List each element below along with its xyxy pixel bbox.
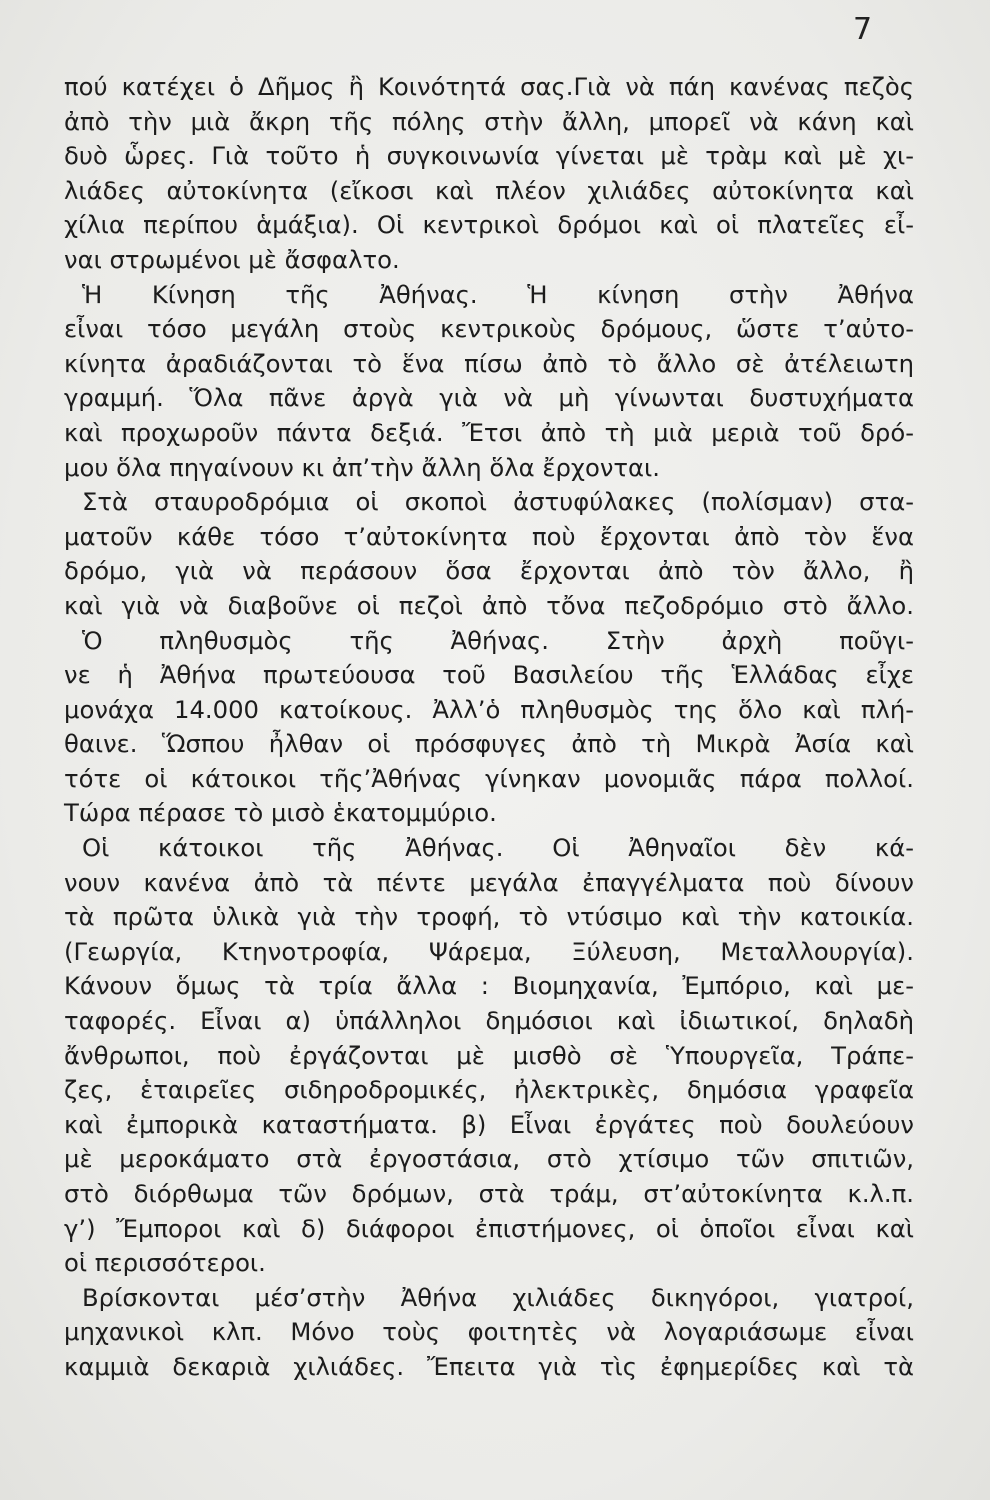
text-line: (Γεωργία, Κτηνοτροφία, Ψάρεμα, Ξύλευση, Μεταλλουργία). — [64, 936, 914, 966]
text-line: γ’) Ἔμποροι καὶ δ) διάφοροι ἐπιστήμονες, οἱ ὁποῖοι εἶναι καὶ — [64, 1213, 914, 1243]
text-line: μὲ μεροκάματο στὰ ἐργοστάσια, στὸ χτίσιμο τῶν σπιτιῶν, — [64, 1144, 914, 1174]
text-line: Στὰ σταυροδρόμια οἱ σκοποὶ ἀστυφύλακες (πολίσμαν) στα- — [82, 487, 914, 517]
text-line: οἱ περισσότεροι. — [64, 1248, 266, 1278]
text-line: πού κατέχει ὁ Δῆμος ἢ Κοινότητά σας.Γιὰ νὰ πάη κανένας πεζὸς — [64, 72, 914, 101]
text-line: τότε οἱ κάτοικοι τῆς’Ἀθήνας γίνηκαν μονομιᾶς πάρα πολλοί. — [64, 763, 914, 793]
text-line: καὶ ἐμπορικὰ καταστήματα. β) Εἶναι ἐργάτες ποὺ δουλεύουν — [64, 1109, 914, 1139]
body-text — [64, 70, 914, 1385]
text-line: θαινε. Ὥσπου ἦλθαν οἱ πρόσφυγες ἀπὸ τὴ Μικρὰ Ἀσία καὶ — [64, 729, 914, 759]
text-line: δρόμο, γιὰ νὰ περάσουν ὅσα ἔρχονται ἀπὸ τὸν ἄλλο, ἢ — [64, 556, 914, 586]
text-line: νε ἡ Ἀθήνα πρωτεύουσα τοῦ Βασιλείου τῆς Ἑλλάδας εἶχε — [64, 660, 914, 690]
text-line: καμμιὰ δεκαριὰ χιλιάδες. Ἔπειτα γιὰ τὶς ἐφημερίδες καὶ τὰ — [64, 1351, 914, 1381]
text-line: ζες, ἑταιρεῖες σιδηροδρομικές, ἠλεκτρικὲς, δημόσια γραφεῖα — [64, 1075, 914, 1105]
text-line: στὸ διόρθωμα τῶν δρόμων, στὰ τράμ, στ’αὐτοκίνητα κ.λ.π. — [64, 1179, 914, 1208]
text-line: ναι στρωμένοι μὲ ἄσφαλτο. — [64, 244, 400, 274]
text-line: ταφορές. Εἶναι α) ὑπάλληλοι δημόσιοι καὶ ἰδιωτικοί, δηλαδὴ — [64, 1006, 914, 1036]
text-line: Ὁ πληθυσμὸς τῆς Ἀθήνας. Στὴν ἀρχὴ ποῦγι- — [82, 625, 914, 655]
text-line: καὶ γιὰ νὰ διαβοῦνε οἱ πεζοὶ ἀπὸ τὄνα πεζοδρόμιο στὸ ἄλλο. — [64, 590, 914, 620]
text-line: λιάδες αὐτοκίνητα (εἴκοσι καὶ πλέον χιλιάδες αὐτοκίνητα καὶ — [64, 175, 914, 205]
text-line: ἄνθρωποι, ποὺ ἐργάζονται μὲ μισθὸ σὲ Ὑπουργεῖα, Τράπε- — [64, 1040, 914, 1070]
text-line: τὰ πρῶτα ὑλικὰ γιὰ τὴν τροφή, τὸ ντύσιμο καὶ τὴν κατοικία. — [64, 902, 914, 932]
page-number: 7 — [853, 12, 873, 47]
text-line: μονάχα 14.000 κατοίκους. Ἀλλ’ὁ πληθυσμὸς της ὅλο καὶ πλή- — [64, 694, 914, 724]
text-line: δυὸ ὧρες. Γιὰ τοῦτο ἡ συγκοινωνία γίνεται μὲ τρὰμ καὶ μὲ χι- — [64, 141, 914, 171]
text-line: κίνητα ἀραδιάζονται τὸ ἕνα πίσω ἀπὸ τὸ ἄλλο σὲ ἀτέλειωτη — [64, 348, 914, 378]
text-line: Κάνουν ὅμως τὰ τρία ἄλλα : Βιομηχανία, Ἐμπόριο, καὶ με- — [64, 971, 914, 1001]
text-line: γραμμή. Ὅλα πᾶνε ἀργὰ γιὰ νὰ μὴ γίνωνται δυστυχήματα — [64, 383, 914, 413]
text-line: χίλια περίπου ἁμάξια). Οἱ κεντρικοὶ δρόμοι καὶ οἱ πλατεῖες εἶ- — [64, 210, 914, 240]
text-line: μηχανικοὶ κλπ. Μόνο τοὺς φοιτητὲς νὰ λογαριάσωμε εἶναι — [64, 1317, 914, 1347]
text-line: Οἱ κάτοικοι τῆς Ἀθήνας. Οἱ Ἀθηναῖοι δὲν κά- — [82, 833, 914, 863]
text-line: μου ὅλα πηγαίνουν κι ἀπ’τὴν ἄλλη ὅλα ἔρχονται. — [64, 452, 660, 482]
text-line: Τώρα πέρασε τὸ μισὸ ἑκατομμύριο. — [64, 798, 497, 828]
text-line: Βρίσκονται μέσ’στὴν Ἀθήνα χιλιάδες δικηγόροι, γιατροί, — [82, 1282, 914, 1312]
text-line: εἶναι τόσο μεγάλη στοὺς κεντρικοὺς δρόμους, ὥστε τ’αὐτο- — [64, 314, 914, 344]
text-line: ματοῦν κάθε τόσο τ’αὐτοκίνητα ποὺ ἔρχονται ἀπὸ τὸν ἕνα — [64, 521, 914, 551]
text-line: καὶ προχωροῦν πάντα δεξιά. Ἔτσι ἀπὸ τὴ μιὰ μεριὰ τοῦ δρό- — [64, 417, 914, 447]
text-line: νουν κανένα ἀπὸ τὰ πέντε μεγάλα ἐπαγγέλματα ποὺ δίνουν — [64, 867, 914, 897]
text-line: Ἡ Κίνηση τῆς Ἀθήνας. Ἡ κίνηση στὴν Ἀθήνα — [82, 279, 914, 309]
text-line: ἀπὸ τὴν μιὰ ἄκρη τῆς πόλης στὴν ἄλλη, μπορεῖ νὰ κάνη καὶ — [64, 106, 914, 136]
